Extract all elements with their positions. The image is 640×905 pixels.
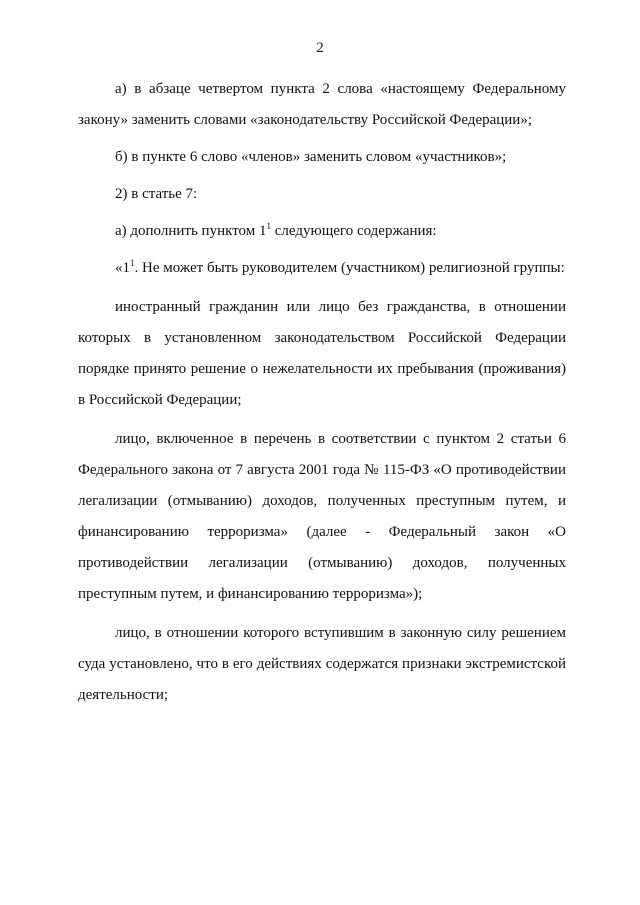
paragraph-foreign-citizen: иностранный гражданин или лицо без гражданства, в отношении которых в установленном законодательством Российской Федерации порядке принято решение о нежелательности их пребывания (проживания) в Российской Федерации; [78,299,566,408]
paragraph-amendment-a: а) в абзаце четвертом пункта 2 слова «настоящему Федеральному закону» заменить словами «законодательству Российской Федерации»; [78,81,566,128]
document-body [78,74,566,717]
superscript-1b: 1 [130,258,135,268]
point-open: «1 [115,260,130,276]
paragraph-point-1-1 [78,253,566,284]
page-number: 2 [316,40,324,56]
paragraph-amendment-b: б) в пункте 6 слово «членов» заменить словом «участников»; [115,149,507,165]
add-point-text: а) дополнить пунктом 1 [115,223,267,239]
add-point-text-tail: следующего содержания: [274,223,437,239]
paragraph-add-point [78,216,566,247]
paragraph-extremist-activity: лицо, в отношении которого вступившим в законную силу решением суда установлено, что в его действиях содержатся признаки экстремистской деятельности; [78,625,566,703]
superscript-1: 1 [266,221,272,231]
paragraph-listed-person: лицо, включенное в перечень в соответствии с пунктом 2 статьи 6 Федерального закона от 7 августа 2001 года № 115-ФЗ «О противодействии легализации (отмыванию) доходов, полученных преступным путем, и финансированию терроризма» (далее - Федеральный закон «О противодействии легализации (отмыванию) доходов, полученных преступным путем, и финансированию терроризма»); [78,431,566,602]
paragraph-article-7: 2) в статье 7: [115,186,198,202]
point-text: . Не может быть руководителем (участником) религиозной группы: [134,260,565,276]
